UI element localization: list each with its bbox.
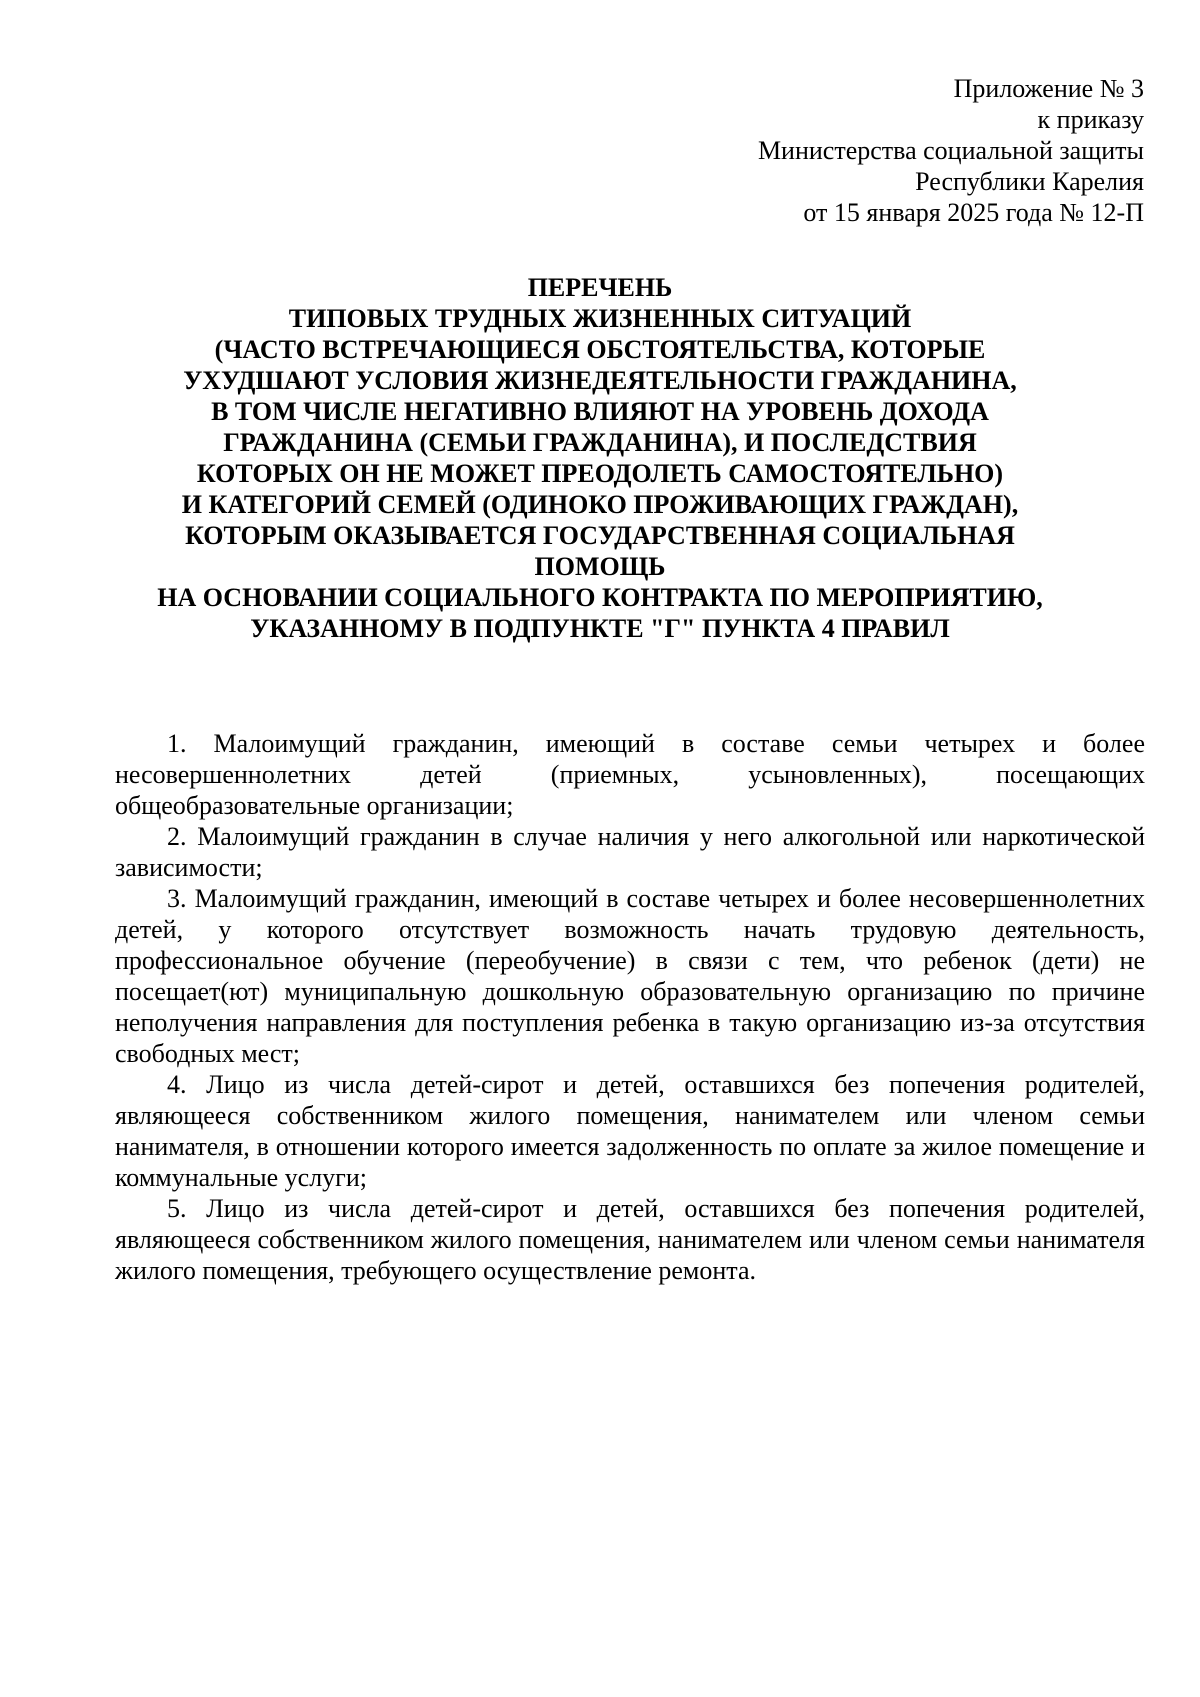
list-item: 5. Лицо из числа детей-сирот и детей, оставшихся без попечения родителей, являющееся собственником жилого помещения, нанимателем или членом семьи нанимателя жилого помещения, требующего осуществление ремонта. [115,1194,1145,1285]
list-item: 4. Лицо из числа детей-сирот и детей, оставшихся без попечения родителей, являющееся собственником жилого помещения, нанимателем или членом семьи нанимателя, в отношении которого имеется задолженность по оплате за жилое помещение и коммунальные услуги; [115,1070,1145,1192]
title-line: КОТОРЫМ ОКАЗЫВАЕТСЯ ГОСУДАРСТВЕННАЯ СОЦИАЛЬНАЯ [185,521,1015,550]
title-line: КОТОРЫХ ОН НЕ МОЖЕТ ПРЕОДОЛЕТЬ САМОСТОЯТЕЛЬНО) [196,459,1004,488]
title-line: НА ОСНОВАНИИ СОЦИАЛЬНОГО КОНТРАКТА ПО МЕРОПРИЯТИЮ, [157,583,1043,612]
list-item: 1. Малоимущий гражданин, имеющий в составе семьи четырех и более несовершеннолетних детей (приемных, усыновленных), посещающих общеобразовательные организации; [115,729,1145,820]
title-line: И КАТЕГОРИЙ СЕМЕЙ (ОДИНОКО ПРОЖИВАЮЩИХ ГРАЖДАН), [181,490,1019,519]
title-line: (ЧАСТО ВСТРЕЧАЮЩИЕСЯ ОБСТОЯТЕЛЬСТВА, КОТОРЫЕ [214,335,986,364]
appendix-republic: Республики Карелия [915,167,1144,196]
appendix-number: Приложение № 3 [953,74,1144,103]
appendix-order-ref: к приказу [1037,105,1144,134]
document-title [60,272,1140,644]
title-line: УКАЗАННОМУ В ПОДПУНКТЕ "Г" ПУНКТА 4 ПРАВИЛ [250,614,950,643]
title-line: ПОМОЩЬ [534,552,666,581]
appendix-header [758,73,1144,228]
appendix-ministry: Министерства социальной защиты [757,136,1144,165]
appendix-date-number: от 15 января 2025 года № 12-П [803,198,1144,227]
title-line: УХУДШАЮТ УСЛОВИЯ ЖИЗНЕДЕЯТЕЛЬНОСТИ ГРАЖДАНИНА, [183,366,1017,395]
title-line: В ТОМ ЧИСЛЕ НЕГАТИВНО ВЛИЯЮТ НА УРОВЕНЬ ДОХОДА [211,397,989,426]
list-item: 2. Малоимущий гражданин в случае наличия у него алкогольной или наркотической зависимости; [115,822,1145,882]
list-item: 3. Малоимущий гражданин, имеющий в составе четырех и более несовершеннолетних детей, у которого отсутствует возможность начать трудовую деятельность, профессиональное обучение (переобучение) в связи с тем, что ребенок (дети) не посещает(ют) муниципальную дошкольную образовательную организацию по причине неполучения направления для поступления ребенка в такую организацию из-за отсутствия свободных мест; [115,884,1145,1068]
title-line: ПЕРЕЧЕНЬ [527,273,673,302]
title-line: ТИПОВЫХ ТРУДНЫХ ЖИЗНЕННЫХ СИТУАЦИЙ [288,304,912,333]
title-line: ГРАЖДАНИНА (СЕМЬИ ГРАЖДАНИНА), И ПОСЛЕДСТВИЯ [223,428,977,457]
situations-list [115,728,1145,1286]
